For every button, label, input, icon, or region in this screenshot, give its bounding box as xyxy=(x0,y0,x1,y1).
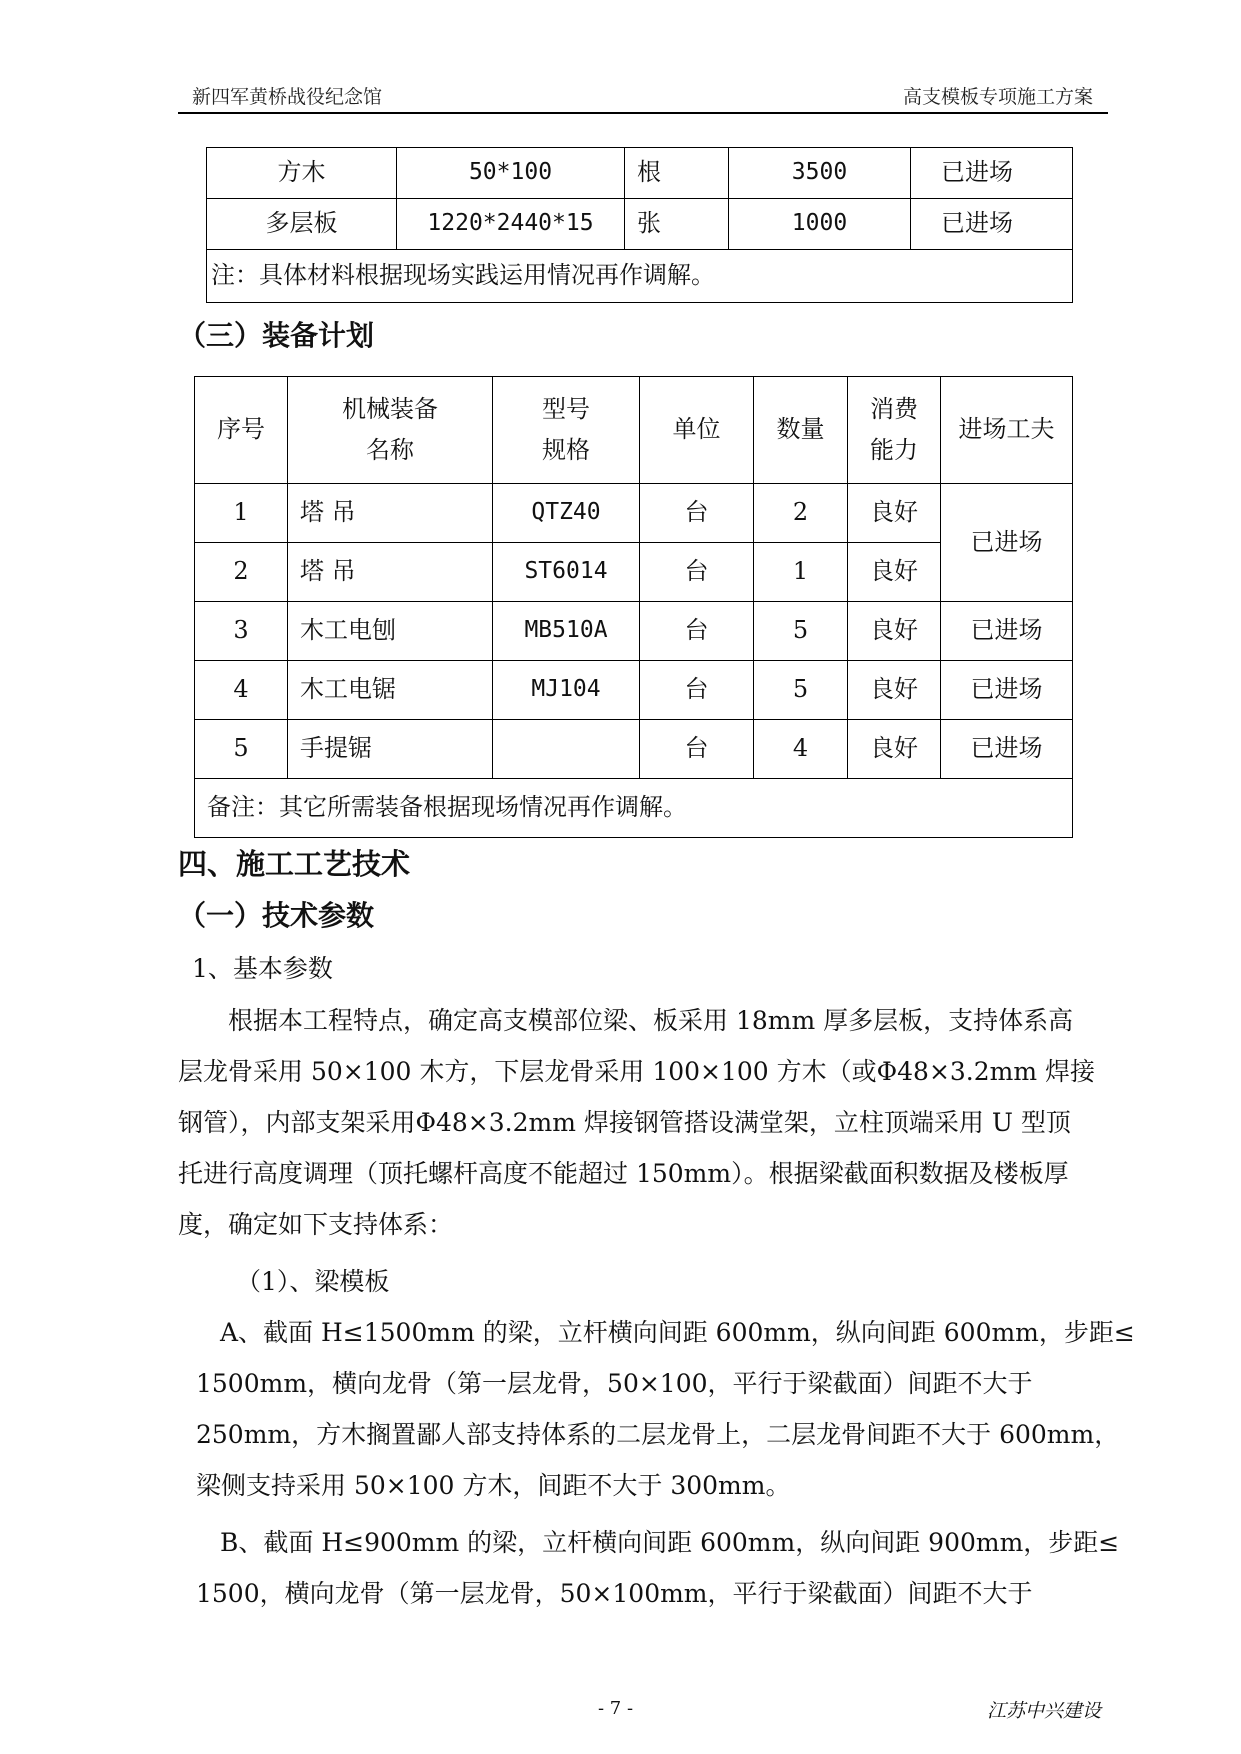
paragraph-line: 托进行高度调理（顶托螺杆高度不能超过 150mm）。根据梁截面积数据及楼板厚 xyxy=(178,1159,1069,1188)
cell-status-merged: 已进场 xyxy=(941,484,1073,602)
col-header-model xyxy=(493,377,640,484)
section-heading: （一）技术参数 xyxy=(178,899,375,932)
cell-no: 2 xyxy=(195,543,288,602)
table-row xyxy=(195,602,1073,661)
cell-model: MB510A xyxy=(493,602,640,661)
cell-unit: 台 xyxy=(640,484,754,543)
paragraph-line: 1500，横向龙骨（第一层龙骨，50×100mm，平行于梁截面）间距不大于 xyxy=(196,1579,1033,1608)
materials-note: 注：具体材料根据现场实践运用情况再作调解。 xyxy=(207,250,1073,303)
chapter-heading: 四、施工工艺技术 xyxy=(178,847,411,881)
col-header-condition-line1: 消费 xyxy=(870,394,918,423)
col-header-model-line2: 规格 xyxy=(542,436,590,464)
col-header-condition xyxy=(848,377,941,484)
cell-no: 1 xyxy=(195,484,288,543)
cell-unit: 台 xyxy=(640,661,754,720)
cell-model: ST6014 xyxy=(493,543,640,602)
col-header-name-line2: 名称 xyxy=(366,436,414,464)
cell-qty: 4 xyxy=(754,720,848,779)
material-qty: 1000 xyxy=(729,199,911,250)
cell-qty: 1 xyxy=(754,543,848,602)
col-header-unit: 单位 xyxy=(640,377,754,484)
cell-name: 木工电锯 xyxy=(288,661,493,720)
material-status: 已进场 xyxy=(911,148,1073,199)
cell-unit: 台 xyxy=(640,720,754,779)
col-header-no: 序号 xyxy=(195,377,288,484)
paragraph-b xyxy=(196,1517,1120,1619)
col-header-qty: 数量 xyxy=(754,377,848,484)
material-spec: 1220*2440*15 xyxy=(397,199,625,250)
material-name: 多层板 xyxy=(207,199,397,250)
cell-qty: 2 xyxy=(754,484,848,543)
paragraph-basic-params xyxy=(178,995,1098,1250)
paragraph-line: B、截面 H≤900mm 的梁，立杆横向间距 600mm，纵向间距 900mm，步距≤ xyxy=(220,1528,1120,1557)
item-heading: 1、基本参数 xyxy=(192,954,333,983)
table-row xyxy=(195,720,1073,779)
table-row xyxy=(195,484,1073,543)
cell-model xyxy=(493,720,640,779)
paragraph-line: 梁侧支持采用 50×100 方木，间距不大于 300mm。 xyxy=(196,1471,791,1500)
equipment-table xyxy=(194,376,1073,838)
material-unit: 张 xyxy=(625,199,729,250)
material-unit: 根 xyxy=(625,148,729,199)
table-note-row xyxy=(207,250,1073,303)
cell-no: 4 xyxy=(195,661,288,720)
cell-name: 木工电刨 xyxy=(288,602,493,661)
cell-qty: 5 xyxy=(754,661,848,720)
footer-company: 江苏中兴建设 xyxy=(986,1700,1101,1722)
cell-status: 已进场 xyxy=(941,661,1073,720)
header-divider xyxy=(178,112,1108,114)
cell-no: 3 xyxy=(195,602,288,661)
cell-name: 手提锯 xyxy=(288,720,493,779)
section-heading: （三）装备计划 xyxy=(178,319,375,352)
material-status: 已进场 xyxy=(911,199,1073,250)
paragraph-line: 1500mm，横向龙骨（第一层龙骨，50×100，平行于梁截面）间距不大于 xyxy=(196,1369,1033,1398)
table-row xyxy=(207,199,1073,250)
sub-heading: （1）、梁模板 xyxy=(236,1267,390,1296)
paragraph-line: 钢管），内部支架采用Φ48×3.2mm 焊接钢管搭设满堂架，立柱顶端采用 U 型顶 xyxy=(178,1108,1071,1137)
page-number: - 7 - xyxy=(598,1698,634,1719)
cell-condition: 良好 xyxy=(848,720,941,779)
col-header-condition-line2: 能力 xyxy=(870,436,918,464)
paragraph-line: 根据本工程特点，确定高支模部位梁、板采用 18mm 厚多层板，支持体系高 xyxy=(178,1006,1074,1035)
cell-model: QTZ40 xyxy=(493,484,640,543)
table-note-row xyxy=(195,779,1073,838)
header-right: 高支模板专项施工方案 xyxy=(902,86,1093,108)
paragraph-line: 层龙骨采用 50×100 木方，下层龙骨采用 100×100 方木（或Φ48×3.2mm 焊接 xyxy=(178,1057,1096,1086)
equipment-note: 备注：其它所需装备根据现场情况再作调解。 xyxy=(195,779,1073,838)
material-qty: 3500 xyxy=(729,148,911,199)
cell-condition: 良好 xyxy=(848,484,941,543)
material-name: 方木 xyxy=(207,148,397,199)
cell-qty: 5 xyxy=(754,602,848,661)
cell-name: 塔 吊 xyxy=(288,484,493,543)
cell-status: 已进场 xyxy=(941,602,1073,661)
paragraph-a xyxy=(196,1307,1135,1511)
cell-name: 塔 吊 xyxy=(288,543,493,602)
cell-condition: 良好 xyxy=(848,661,941,720)
cell-unit: 台 xyxy=(640,602,754,661)
paragraph-line: A、截面 H≤1500mm 的梁，立杆横向间距 600mm，纵向间距 600mm，步距≤ xyxy=(220,1318,1135,1347)
cell-model: MJ104 xyxy=(493,661,640,720)
table-row xyxy=(195,661,1073,720)
cell-status: 已进场 xyxy=(941,720,1073,779)
paragraph-line: 250mm，方木搁置鄙人部支持体系的二层龙骨上，二层龙骨间距不大于 600mm， xyxy=(196,1420,1120,1449)
cell-unit: 台 xyxy=(640,543,754,602)
col-header-name xyxy=(288,377,493,484)
table-row xyxy=(207,148,1073,199)
cell-condition: 良好 xyxy=(848,543,941,602)
col-header-name-line1: 机械装备 xyxy=(342,394,438,423)
cell-condition: 良好 xyxy=(848,602,941,661)
col-header-status: 进场工夫 xyxy=(941,377,1073,484)
paragraph-line: 度，确定如下支持体系： xyxy=(178,1210,454,1239)
table-header-row xyxy=(195,377,1073,484)
material-spec: 50*100 xyxy=(397,148,625,199)
col-header-model-line1: 型号 xyxy=(542,394,590,423)
cell-no: 5 xyxy=(195,720,288,779)
materials-table xyxy=(206,147,1073,303)
header-left: 新四军黄桥战役纪念馆 xyxy=(192,86,383,108)
